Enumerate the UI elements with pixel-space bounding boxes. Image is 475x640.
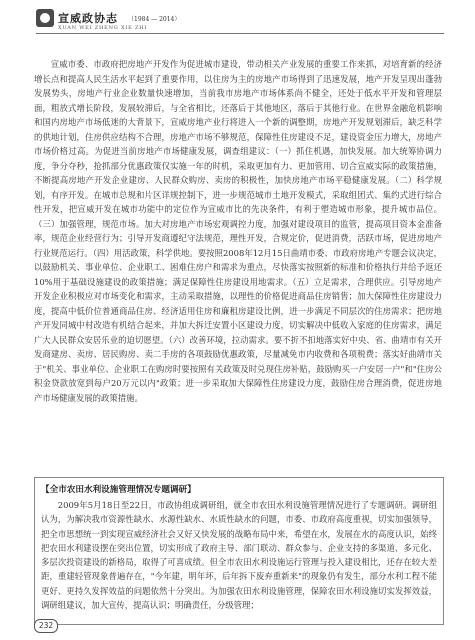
publication-title: 宣威政协志	[58, 12, 118, 25]
page-number: 232	[34, 619, 58, 633]
publication-pinyin: XUAN WEI ZHENG XIE ZHI	[58, 25, 148, 31]
special-topic-paragraph: 2009年5月18日至22日，市政协组成调研组，就全市农田水利设施管理情况进行了专题调研。调研组认为，为解决我市资源性缺水、水源性缺水、水质性缺水的问题，市委、市政府高度重视，切实加强领导，把全市思想统一到实现宣威经济社会又好又快发展的战略布局中来，希望在水，发展在水的高度认识，始终把农田水利建设摆在突出位置，切实形成了政府主导、部门联动、群众参与、企业支持的多渠道、多元化、多层次投资建设的新格局，取得了可喜成绩。但全市农田水利设施运行管理与投入建设相比，还存在较大差距，重建轻管现象普遍存在，"今年建，明年坏，后年拆下废弃重新来"的现象仍有发生，部分水利工程不能更好、更持久发挥效益的问题依然十分突出。为加强农田水利设施管理，保障农田水利设施切实发挥效益，调研组建议，加大宣传，提高认识；明确责任，分级管理；	[41, 500, 437, 611]
main-text	[34, 57, 442, 405]
page-header	[0, 0, 475, 44]
special-topic-box	[34, 477, 444, 625]
emblem-icon	[36, 9, 54, 27]
special-topic-title: 【全市农田水利设施管理情况专题调研】	[41, 485, 196, 495]
publication-years: （1984 — 2014）	[128, 16, 181, 23]
header-divider	[36, 33, 444, 34]
body-paragraph: 宣威市委、市政府把房地产开发作为促进城市建设，带动相关产业发展的重要工作来抓，对培育新的经济增长点和提高人民生活水平起到了重要作用，以住房为主的房地产市场得到了迅速发展，地产开发呈现出蓬勃发展势头，房地产行业企业数量快速增加，当前我市房地产市场体系尚不健全，还处于低水平开发和管理层面，粗放式增长阶段，发展较滞后，与全省相比，还落后于其他地区，落后于其他行业。在世界金融危机影响和国内房地产市场低迷的大背景下，宣威房地产业行将进入一个新的调整期，房地产开发规划滞后，缺乏科学的供地计划，住房供应结构不合理，房地产市场不够规范，保障性住房建设不足，建设资金压力增大，房地产市场价格过高。为促进当前房地产市场健康发展，调查组建议：（一）抓住机遇，加快发展。加大统筹协调力度，争分夺秒，抢抓部分优惠政策仅实施一年的时机，采取更加有力、更加管用、切合宣威实际的政策措施，不断提高房地产开发企业建房、人民群众购房、卖房的积极性，加快房地产市场平稳健康发展。（二）科学规划，有序开发。在城市总规和片区详规控制下，进一步规范城市土地开发模式，采取组团式、集约式进行综合性开发，把宣威开发在城市功能中的定位作为宣威市比的先决条件，有利于塑造城市形象，提升城市品位。（三）加强管理，规范市场。加大对房地产市场宏观调控力度，加强对建设项目的监管，提高项目资本金准备率，规范企业经营行为；引导开发商遵纪守法规范，理性开发，合规定价，促进消费，活跃市场，促进房地产行业规范运行。（四）用活政策，科学供地。要按照2008年12月15日曲靖市委、市政府房地产专题会议决定，以鼓励机关、事业单位、企业职工、困难住房户和需求为重点，尽快落实按照新的标准和价格执行并给予返还10%用于基础设施建设的政策措施；满足保障性住房建设用地需求。（五）立足需求，合理供应。引导房地产开发企业积极应对市场变化和需求，主动采取措施，以理性的价格促进商品住房销售；加大保障性住房建设力度，提高中低价位普通商品住房、经济适用住房和廉租房建设比例，进一步满足不同层次的住房需求；把房地产开发同城中村改造有机结合起来，并加大拆迁安置小区建设力度，切实解决中低收入家庭的住房需求，满足广大人民群众安居乐业的迫切愿望。（六）改善环境，拉动需求。要不折不扣地落实好中央、省、曲靖市有关开发商建房、卖房、居民购房、卖二手房的各项鼓励优惠政策，尽量减免市内收费和各项税费；落实好曲靖市关于"机关、事业单位、企业职工在购房时要按照有关政策及时兑现住房补贴，鼓励购买一户安居一户"和"住房公积金贷款放宽到每户20万元以内"政策；进一步采取加大保障性住房建设力度，鼓励住房合理消费，促进房地产市场健康发展的政策措施。	[34, 59, 442, 403]
